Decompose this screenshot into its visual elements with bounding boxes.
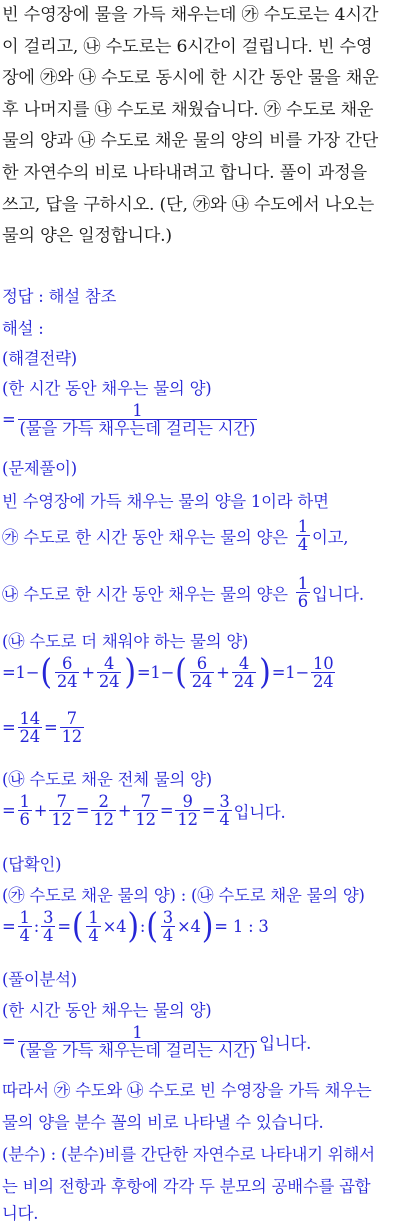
ratio-equation [2, 906, 269, 947]
numerator: 3 [219, 792, 230, 811]
fraction [91, 793, 115, 828]
hour-amount-label: (한 시간 동안 채우는 물의 양) [2, 379, 212, 398]
right-paren: ) [201, 906, 214, 947]
numerator: 6 [61, 654, 73, 673]
total-label: (㉯ 수도로 채운 전체 물의 양) [2, 770, 212, 789]
numerator: 3 [162, 908, 173, 927]
fraction [133, 793, 157, 828]
formula-suffix: 입니다. [259, 1033, 312, 1053]
colon: : [139, 917, 146, 937]
left-paren: ( [71, 906, 84, 947]
fraction [311, 655, 335, 690]
denominator: 4 [162, 926, 173, 946]
equals-sign: = [2, 801, 16, 821]
numerator: 1 [297, 574, 308, 593]
fraction [217, 793, 231, 828]
hour-amount-label-2: (한 시간 동안 채우는 물의 양) [2, 1001, 212, 1020]
final-line: 니다. [2, 1204, 39, 1223]
problem-line: 물의 양과 ㉯ 수도로 채운 물의 양의 비를 가장 간단 [2, 131, 379, 152]
ga-text: ㉮ 수도로 한 시간 동안 채우는 물의 양은 [2, 527, 288, 547]
denominator: 12 [135, 810, 156, 830]
ga-suffix: 이고, [312, 527, 349, 547]
equals-sign: = [271, 663, 286, 683]
denominator: 12 [177, 810, 198, 830]
denominator: 24 [19, 727, 41, 747]
left-paren: ( [146, 906, 158, 947]
term-one: 1 [15, 663, 26, 683]
problem-line: 이 걸리고, ㉯ 수도로는 6시간이 걸립니다. 빈 수영 [2, 36, 373, 57]
times-four: ×4 [102, 917, 127, 937]
problem-line: 후 나머지를 ㉯ 수도로 채웠습니다. ㉮ 수도로 채운 [2, 99, 374, 120]
na-suffix: 입니다. [312, 584, 364, 604]
plus-sign: + [81, 663, 95, 683]
problem-text [2, 0, 398, 253]
term-one: 1 [285, 663, 296, 683]
numerator: 1 [132, 401, 143, 420]
solve-label: (문제풀이) [2, 459, 77, 478]
problem-line: 한 자연수의 비로 나타내려고 합니다. 풀이 과정을 [2, 162, 367, 183]
fraction [49, 793, 73, 828]
left-paren: ( [175, 652, 187, 693]
equals-sign: = [201, 801, 216, 821]
equals-sign: = [2, 663, 16, 683]
plus-sign: + [117, 801, 132, 821]
denominator: 24 [313, 672, 334, 692]
analysis-label: (풀이분석) [2, 970, 77, 989]
formula-fraction [18, 402, 258, 437]
final-line: 따라서 ㉮ 수도와 ㉯ 수도로 빈 수영장을 가득 채우는 [2, 1081, 372, 1100]
fraction [97, 655, 121, 690]
fraction [41, 909, 55, 944]
equals-sign: = [57, 917, 71, 937]
strategy-label: (해결전략) [2, 349, 77, 368]
denominator: (물을 가득 채우는데 걸리는 시간) [19, 1041, 256, 1061]
numerator: 7 [140, 792, 151, 811]
right-paren: ) [127, 906, 139, 947]
denominator: 12 [51, 810, 72, 830]
answer-line: 정답 : 해설 참조 [2, 287, 117, 306]
numerator: 6 [196, 654, 208, 673]
left-paren: ( [40, 652, 52, 693]
fraction [18, 909, 32, 944]
numerator: 4 [103, 654, 115, 673]
term-one: 1 [150, 663, 161, 683]
numerator: 7 [56, 792, 67, 811]
numerator: 7 [66, 709, 77, 728]
equals-sign: = [2, 1032, 16, 1052]
na-line [2, 575, 364, 610]
numerator: 4 [238, 654, 250, 673]
na-fraction [296, 575, 310, 610]
fraction [161, 909, 175, 944]
numerator: 14 [19, 709, 41, 728]
equals-sign: = [2, 410, 16, 430]
problem-line: 쓰고, 답을 구하시오. (단, ㉮와 ㉯ 수도에서 나오는 [2, 194, 374, 215]
denominator: 4 [43, 926, 54, 946]
plus-sign: + [33, 801, 48, 821]
equals-sign: = [2, 718, 16, 738]
total-suffix: 입니다. [233, 802, 286, 822]
problem-line: 물의 양은 일정합니다.) [2, 226, 172, 247]
explain-label: 해설 : [2, 319, 44, 338]
equals-sign: = [159, 801, 174, 821]
more-label: (㉯ 수도로 더 채워야 하는 물의 양) [2, 632, 249, 651]
denominator: 6 [19, 810, 30, 830]
denominator: 24 [98, 672, 120, 692]
minus-sign: − [160, 663, 175, 683]
numerator: 9 [182, 792, 193, 811]
problem-line: 빈 수영장에 물을 가득 채우는데 ㉮ 수도로는 4시간 [2, 5, 379, 25]
minus-sign: − [295, 663, 310, 683]
denominator: (물을 가득 채우는데 걸리는 시간) [19, 419, 256, 439]
ratio-result: = 1 : 3 [214, 917, 269, 937]
numerator: 1 [297, 517, 308, 536]
equals-sign: = [136, 663, 151, 683]
fraction [175, 793, 199, 828]
fraction [86, 909, 100, 944]
final-line: 는 비의 전항과 후항에 각각 두 분모의 공배수를 곱합 [2, 1177, 371, 1196]
equals-sign: = [2, 917, 16, 937]
denominator: 24 [191, 672, 213, 692]
fraction [18, 710, 42, 745]
check-label: (답확인) [2, 855, 62, 874]
total-equation [2, 793, 286, 828]
denominator: 4 [297, 535, 308, 555]
denominator: 24 [56, 672, 78, 692]
denominator: 4 [219, 810, 230, 830]
right-paren: ) [259, 652, 271, 693]
equals-sign: = [75, 801, 90, 821]
fraction [190, 655, 214, 690]
numerator: 1 [19, 908, 30, 927]
remaining-equation [2, 710, 86, 745]
numerator: 1 [88, 908, 99, 927]
final-line: 물의 양을 분수 꼴의 비로 나타낼 수 있습니다. [2, 1113, 324, 1132]
denominator: 4 [88, 926, 99, 946]
fraction [232, 655, 256, 690]
denominator: 12 [93, 810, 114, 830]
formula-line-1 [2, 402, 259, 437]
numerator: 3 [43, 908, 54, 927]
times-four: ×4 [177, 917, 201, 937]
na-text: ㉯ 수도로 한 시간 동안 채우는 물의 양은 [2, 584, 288, 604]
ga-fraction [296, 518, 310, 553]
numerator: 2 [98, 792, 109, 811]
formula-line-2 [2, 1024, 311, 1059]
ga-line [2, 518, 348, 553]
fraction [60, 710, 84, 745]
ratio-label: (㉮ 수도로 채운 물의 양) : (㉯ 수도로 채운 물의 양) [2, 886, 365, 905]
solve-line-1: 빈 수영장에 가득 채우는 물의 양을 1이라 하면 [2, 492, 329, 511]
right-paren: ) [124, 652, 136, 693]
denominator: 24 [233, 672, 255, 692]
denominator: 4 [19, 926, 30, 946]
numerator: 1 [132, 1023, 143, 1042]
fraction [55, 655, 79, 690]
plus-sign: + [216, 663, 230, 683]
more-equation [2, 652, 337, 693]
formula-fraction [18, 1024, 258, 1059]
problem-line: 장에 ㉮와 ㉯ 수도로 동시에 한 시간 동안 물을 채운 [2, 68, 379, 89]
denominator: 6 [297, 592, 308, 612]
colon: : [33, 917, 40, 937]
minus-sign: − [25, 663, 40, 683]
fraction [18, 793, 32, 828]
numerator: 10 [313, 654, 334, 673]
denominator: 12 [61, 727, 83, 747]
equals-sign: = [44, 718, 58, 738]
numerator: 1 [19, 792, 30, 811]
final-line: (분수) : (분수)비를 간단한 자연수로 나타내기 위해서 [2, 1145, 375, 1164]
